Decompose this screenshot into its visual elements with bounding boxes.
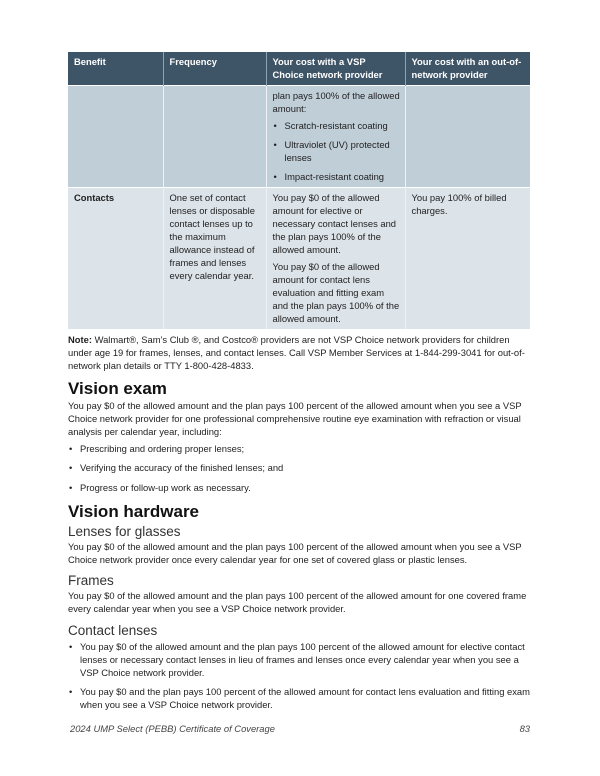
page-footer — [70, 723, 530, 734]
column-header-frequency: Frequency — [163, 52, 266, 86]
table-note — [68, 333, 530, 373]
note-label: Note: — [68, 334, 92, 345]
cell-out-of-network-cost: You pay 100% of billed charges. — [405, 188, 530, 330]
list-item: • Verifying the accuracy of the finished lenses; and — [68, 461, 530, 474]
cell-paragraph: You pay $0 of the allowed amount for contact lens evaluation and fitting exam and the plan pays 100% of the allowed amount. — [272, 261, 400, 324]
column-header-benefit: Benefit — [68, 52, 163, 86]
vision-exam-list — [68, 442, 530, 494]
heading-frames: Frames — [68, 573, 114, 589]
heading-contact-lenses: Contact lenses — [68, 622, 158, 638]
cell-benefit — [68, 86, 163, 188]
table-row-continued — [68, 86, 530, 188]
benefits-table — [68, 52, 530, 329]
table-header-row — [68, 52, 530, 86]
cell-in-network-cost — [266, 86, 405, 188]
footer-document-title: 2024 UMP Select (PEBB) Certificate of Coverage — [70, 723, 275, 734]
heading-lenses-for-glasses: Lenses for glasses — [68, 523, 181, 539]
cell-benefit: Contacts — [68, 188, 163, 330]
list-item: • Prescribing and ordering proper lenses; — [68, 442, 530, 455]
heading-vision-exam: Vision exam — [68, 378, 167, 398]
list-item: • Progress or follow-up work as necessary. — [68, 481, 530, 494]
table-row-contacts — [68, 188, 530, 330]
heading-vision-hardware: Vision hardware — [68, 501, 200, 521]
cell-in-network-cost — [266, 188, 405, 330]
list-item: • Impact-resistant coating — [273, 170, 401, 183]
column-header-in-network-cost: Your cost with a VSP Choice network provider — [266, 52, 405, 86]
frames-body: You pay $0 of the allowed amount and the plan pays 100 percent of the allowed amount for one covered frame every calendar year when you see a VSP Choice network provider. — [68, 590, 527, 615]
coating-list — [273, 119, 401, 183]
cell-frequency — [163, 86, 266, 188]
document-page — [68, 52, 530, 718]
cell-paragraph: You pay $0 of the allowed amount for elective or necessary contact lenses and the plan pays 100% of the allowed amount. — [272, 192, 397, 255]
vision-exam-body: You pay $0 of the allowed amount and the plan pays 100 percent of the allowed amount when you see a VSP Choice network provider for one professional comprehensive routine eye examination with refraction or visual analysis per calendar year, including: — [68, 399, 522, 438]
list-item: • You pay $0 and the plan pays 100 percent of the allowed amount for contact lens evaluation and fitting exam when you see a VSP Choice network provider. — [68, 685, 530, 711]
list-item: • Scratch-resistant coating — [273, 119, 401, 132]
cell-intro-text: plan pays 100% of the allowed amount: — [272, 90, 400, 114]
column-header-out-of-network-cost: Your cost with an out-of-network provider — [405, 52, 530, 86]
page-number: 83 — [519, 723, 530, 734]
list-item: • You pay $0 of the allowed amount and the plan pays 100 percent of the allowed amount for elective contact lenses or necessary contact lenses in lieu of frames and lenses once every calendar year when you see a VSP Choice network provider. — [68, 640, 530, 680]
lenses-body: You pay $0 of the allowed amount and the plan pays 100 percent of the allowed amount when you see a VSP Choice network provider once every calendar year for one set of covered glass or plastic lenses. — [68, 540, 522, 566]
list-item: • Ultraviolet (UV) protected lenses — [273, 138, 401, 164]
cell-frequency: One set of contact lenses or disposable contact lenses up to the maximum allowance instead of frames and lenses every calendar year. — [163, 188, 266, 330]
cell-out-of-network-cost — [405, 86, 530, 188]
contact-lenses-list — [68, 640, 530, 712]
note-text: Walmart®, Sam’s Club ®, and Costco® providers are not VSP Choice network providers for children under age 19 for frames, lenses, and contact lenses. Call VSP Member Services at 1-844-299-3041 for out-of-network plan details or TTY 1-800-428-4833. — [68, 334, 525, 372]
